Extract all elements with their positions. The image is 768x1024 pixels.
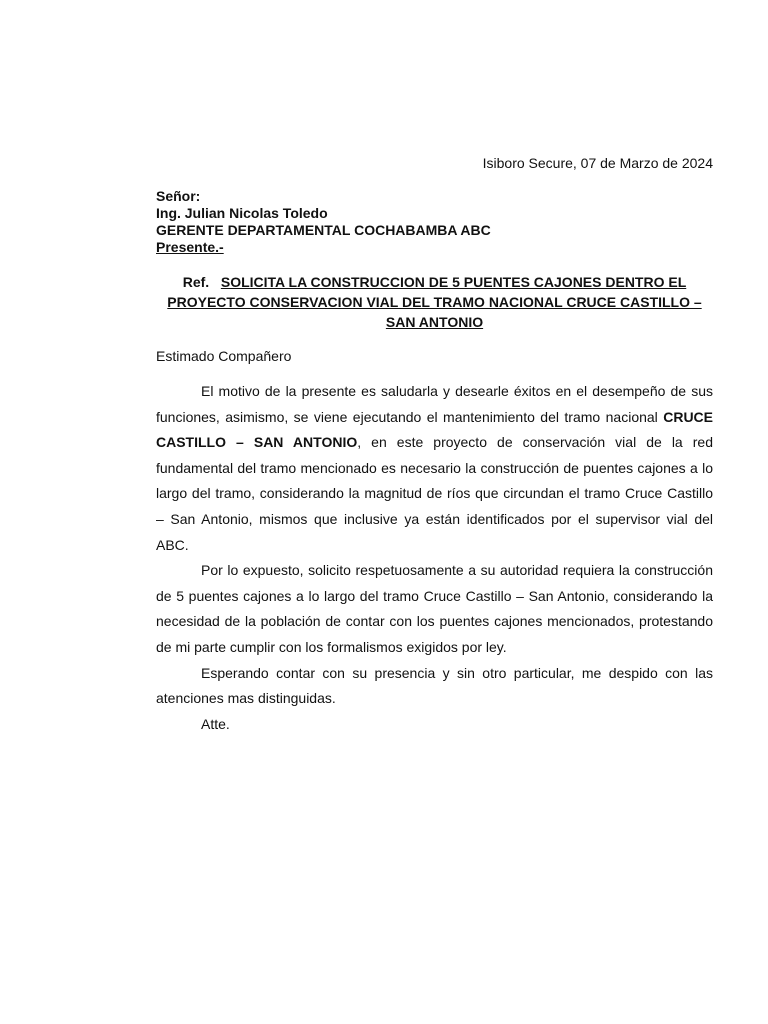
addressee-block: [156, 188, 716, 256]
paragraph-1: [156, 379, 713, 558]
paragraph-1-bold: CRUCE CASTILLO – SAN ANTONIO: [156, 408, 713, 451]
closing: Atte.: [201, 715, 230, 732]
paragraph-3: Esperando contar con su presencia y sin otro particular, me despido con las atenciones mas distinguidas.: [156, 664, 713, 707]
presente-line: Presente.-: [156, 239, 224, 255]
greeting: Estimado Compañero: [156, 348, 292, 364]
paragraph-1-part-2: , en este proyecto de conservación vial de la red fundamental del tramo mencionado es necesario la construcción de puentes cajones a lo largo del tramo, considerando la magnitud de ríos que circundan el tramo Cruce Castillo – San Antonio, mismos que inclusive ya están identificados por el supervisor vial del ABC.: [156, 434, 713, 553]
reference-text: SOLICITA LA CONSTRUCCION DE 5 PUENTES CAJONES DENTRO EL PROYECTO CONSERVACION VIAL DEL TRAMO NACIONAL CRUCE CASTILLO – SAN ANTONIO: [167, 274, 702, 330]
addressee-position: GERENTE DEPARTAMENTAL COCHABAMBA ABC: [156, 222, 491, 238]
reference-block: [156, 272, 713, 332]
date-line: Isiboro Secure, 07 de Marzo de 2024: [482, 155, 713, 171]
reference-label: Ref.: [182, 274, 210, 290]
addressee-name: Ing. Julian Nicolas Toledo: [156, 205, 328, 221]
letter-body: [156, 379, 713, 737]
paragraph-1-part-1: El motivo de la presente es saludarla y desearle éxitos en el desempeño de sus funciones, asimismo, se viene ejecutando el mantenimiento del tramo nacional: [156, 383, 713, 425]
salutation: Señor:: [156, 188, 201, 204]
paragraph-2: Por lo expuesto, solicito respetuosamente a su autoridad requiera la construcción de 5 puentes cajones a lo largo del tramo Cruce Castillo – San Antonio, considerando la necesidad de la población de contar con los puentes cajones mencionados, protestando de mi parte cumplir con los formalismos exigidos por ley.: [156, 562, 713, 655]
